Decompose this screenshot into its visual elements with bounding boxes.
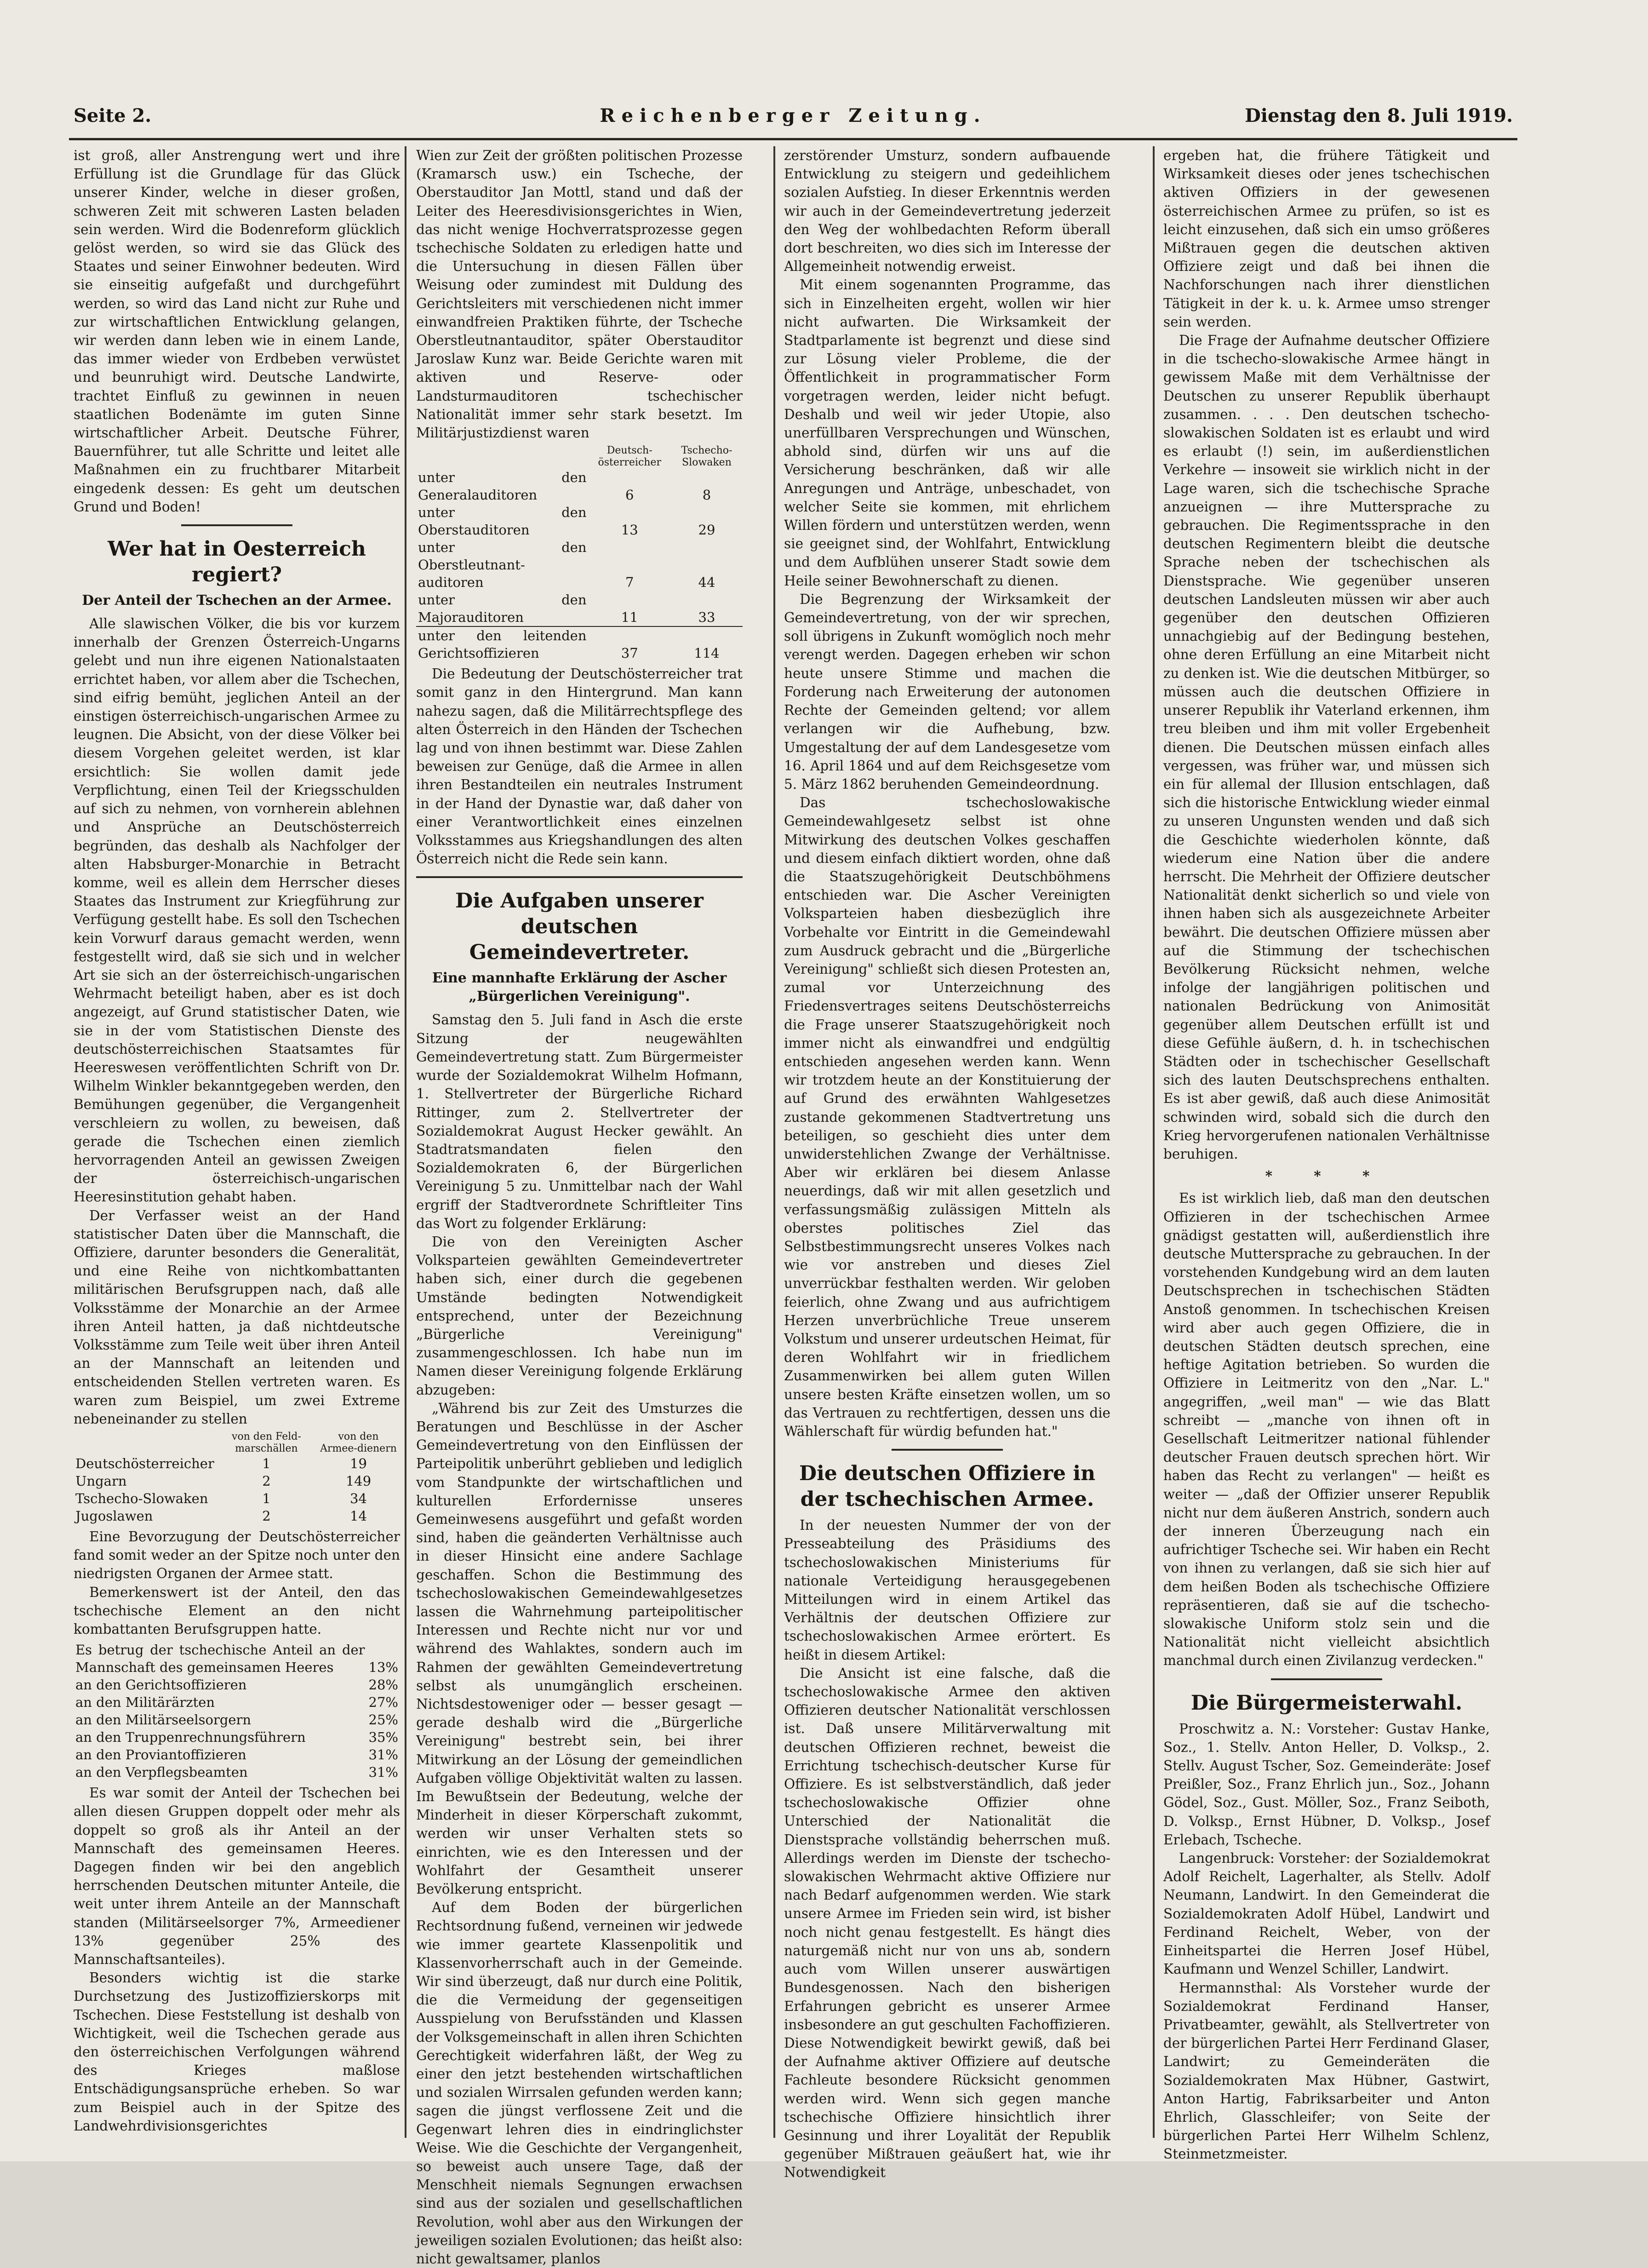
article-text: Alle slawischen Völker, die bis vor kurzem innerhalb der Grenzen Österreich-Ungarns gelebt und nun ihre eigenen Nationalstaaten errichtet haben, vor allem aber die Tschechen, sind eifrig bemüht, jeglichen Anteil an der einstigen österreichisch-ungarischen Armee zu leugnen. Die Absicht, von der diese Völker bei diesem Vorgehen geleitet werden, ist klar ersichtlich: Sie wollen damit jede Verpflichtung, einen Teil der Kriegsschulden auf sich zu nehmen, von vornherein ablehnen und Ansprüche an Deutschösterreich begründen, das deshalb als Nachfolger der alten Habsburger-Monarchie in Betracht komme, weil es allein dem Herrscher dieses Staates das Instrument zur Kriegführung zur Verfügung gestellt habe. Es soll den Tschechen kein Vorwurf daraus gemacht werden, wenn festgestellt wird, daß sie sich und in welcher Art sie sich an der österreichisch-ungarischen Wehrmacht beteiligt haben, aber es ist doch angezeigt, auf Grund statistischer Daten, wie sie in der vom Statistischen Dienste des deutschösterreichischen Staatsamtes für Heereswesen veröffentlichten Schrift von Dr. Wilhelm Winkler bekanntgegeben werden, den Bemühungen gegenüber, die Vergangenheit verschleiern zu wollen, zu beweisen, daß gerade die Tschechen einen ziemlich hervorragenden Anteil an gewissen Zweigen der österreichisch-ungarischen Heeresinstitution gehabt haben. — [74, 616, 400, 1205]
column-1 — [74, 146, 400, 2138]
separator — [1271, 1678, 1382, 1680]
article-text: Bemerkenswert ist der Anteil, den das tschechische Element an den nicht kombattanten Berufsgruppen hatte. — [74, 1584, 400, 1637]
table-row: an den Proviantoffizieren 31% — [75, 1747, 398, 1763]
section-stars: * * * — [1265, 1168, 1388, 1184]
auditor-table — [416, 445, 743, 662]
column-4 — [1163, 146, 1490, 2162]
table-row: an den Truppenrechnungsführern 35% — [75, 1729, 398, 1745]
article-text: Auf dem Boden der bürgerlichen Rechtsordnung fußend, verneinen wir jedwede wie immer geartete Klassenpolitik und Klassenvorherrschaft auch in der Gemeinde. Wir sind überzeugt, daß nur durch eine Politik, die die Vermeidung der gegenseitigen Ausspielung von Berufsständen und Klassen der Volksgemeinschaft in allen ihren Schichten Gerechtigkeit widerfahren läßt, der Weg zu einer den jetzt bestehenden wirtschaftlichen und sozialen Wirrsalen gefunden werden kann; sagen die jüngst verflossene Zeit und die Gegenwart lehren dies in eindringlichster Weise. Wie die Geschichte der Vergangenheit, so beweist auch unsere Tage, daß der Menschheit niemals Segnungen erwachsen sind aus der sozialen und gesellschaftlichen Revolution, wohl aber aus den Wirkungen der jeweiligen sozialen Evolutionen; das heißt also: nicht gewaltsamer, planlos — [416, 1900, 743, 2267]
separator — [181, 524, 292, 526]
article-text: Es war somit der Anteil der Tschechen bei allen diesen Gruppen doppelt oder mehr als doppelt so groß als ihr Anteil an der Mannschaft des gemeinsamen Heeres. Dagegen finden wir bei den angeblich herrschenden Deutschen mitunter Anteile, die weit unter ihrem Anteile an der Mannschaft standen (Militärseelsorger 7%, Armeediener 13% gegenüber 25% des Mannschaftsanteiles). — [74, 1785, 400, 1968]
article-text: Proschwitz a. N.: Vorsteher: Gustav Hanke, Soz., 1. Stellv. Anton Heller, D. Volksp., 2. Stellv. August Tscher, Soz. Gemeinderäte: Josef Preißler, Soz., Franz Ehrlich jun., Soz., Johann Gödel, Soz., Gust. Möller, Soz., Franz Seiboth, D. Volksp., Ernst Hübner, D. Volksp., Josef Erlebach, Tscheche. — [1163, 1721, 1490, 1848]
article-text: Der Verfasser weist an der Hand statistischer Daten über die Mannschaft, die Offiziere, darunter besonders die Generalität, und eine Reihe von nichtkombattanten militärischen Berufsgruppen nach, daß alle Volksstämme der Monarchie an der Armee ihren Anteil hatten, ja daß nichtdeutsche Volksstämme zum Teile weit über ihren Anteil an der Mannschaft an leitenden und entscheidenden Stellen vertreten waren. Es waren zum Beispiel, um zwei Extreme nebeneinander zu stellen — [74, 1207, 400, 1427]
share-table — [74, 1641, 400, 1781]
article-text: Eine Bevorzugung der Deutschösterreicher fand somit weder an der Spitze noch unter den niedrigsten Organen der Armee statt. — [74, 1529, 400, 1582]
page-header — [74, 105, 1513, 137]
article-text: Die Bedeutung der Deutschösterreicher trat somit ganz in den Hintergrund. Man kann nahezu sagen, daß die Militärrechtspflege des alten Österreich in den Händen der Tschechen lag und von ihnen bestimmt war. Diese Zahlen beweisen zur Genüge, daß die Armee in allen ihren Bestandteilen ein neutrales Instrument in der Hand der Dynastie war, daß daher von einer Verantwortlichkeit eines einzelnen Volksstammes aus Kriegshandlungen des alten Österreich nicht die Rede sein kann. — [416, 666, 743, 867]
article-text: zerstörender Umsturz, sondern aufbauende Entwicklung zu steigern und gedeihlichem sozialen Aufstieg. In dieser Erkenntnis werden wir auch in der Gemeindevertretung jederzeit den Weg der wohlbedachten Reform überall dort beschreiten, wo dies sich im Interesse der Allgemeinheit notwendig erweist. — [784, 148, 1110, 275]
article-text: Die von den Vereinigten Ascher Volksparteien gewählten Gemeindevertreter haben sich, einer durch die gegebenen Umstände bedingten Notwendigkeit entsprechend, unter der Bezeichnung „Bürgerliche Vereinigung" zusammengeschlossen. Ich habe nun im Namen dieser Vereinigung folgende Erklärung abzugeben: — [416, 1234, 743, 1398]
separator — [416, 876, 743, 878]
table-header: Deutsch-österreicher — [598, 445, 661, 469]
article-text: Mit einem sogenannten Programme, das sich in Einzelheiten ergeht, wollen wir hier nicht aufwarten. Die Wirksamkeit der Stadtparlamente ist begrenzt und diese sind zur Lösung vieler Probleme, die der Öffentlichkeit in programmatischer Form vorgetragen werden, leider nicht befugt. Deshalb und weil wir jeder Utopie, also unerfüllbaren Versprechungen und Wünschen, abhold sind, dürfen wir uns auf die Versicherung beschränken, daß wir alle Anregungen und Anträge, unbeschadet, von welcher Seite sie kommen, mit ehrlichem Willen fördern und unterstützen werden, wenn sie geeignet sind, der Wohlfahrt, Entwicklung und dem Aufblühen unserer Stadt sowie dem Heile seiner Bewohnerschaft zu dienen. — [784, 277, 1110, 589]
column-divider — [1153, 146, 1155, 2138]
table-header: Tschecho-Slowaken — [681, 445, 732, 469]
page-number: Seite 2. — [74, 105, 152, 126]
article-text: Die Ansicht ist eine falsche, daß die tschechoslowakische Armee den aktiven Offizieren deutscher Nationalität verschlossen ist. Daß unsere Militärverwaltung mit deutschen Offizieren rechnet, beweist die Errichtung tschechisch-deutscher Kurse für Offiziere. Es ist selbstverständlich, daß jeder tschechoslowakische Offizier ohne Unterschied der Nationalität die Dienstsprache vollständig beherrschen muß. Allerdings werden im Dienste der tschecho-slowakischen Wehrmacht aktive Offiziere nur nach Bedarf aufgenommen werden. Wie stark unsere Armee im Frieden sein wird, ist bisher noch nicht genau festgestellt. Es hängt dies naturgemäß nicht nur von uns ab, sondern auch vom Willen unserer auswärtigen Bundesgenossen. Nach den bisherigen Erfahrungen gebricht es unserer Armee insbesondere an gut geschulten Fachoffizieren. Diese Notwendigkeit bewirkt gewiß, daß bei der Aufnahme aktiver Offiziere auf deutsche Fachleute besondere Rücksicht genommen werden wird. Wenn sich gegen manche tschechische Offiziere hinsichtlich ihrer Gesinnung und ihrer Loyalität der Republik gegenüber Mißtrauen geäußert hat, wie ihr Notwendigkeit — [784, 1665, 1110, 2181]
table-row: Jugoslawen 2 14 — [75, 1508, 367, 1524]
article-text: Hermannsthal: Als Vorsteher wurde der Sozialdemokrat Ferdinand Hanser, Privatbeamter, gewählt, als Stellvertreter von der bürgerlichen Partei Herr Ferdinand Glaser, Landwirt; zu Gemeinderäten die Sozialdemokraten Max Hübner, Gastwirt, Anton Hartig, Fabriksarbeiter und Anton Ehrlich, Glasschleifer; von Seite der bürgerlichen Partei Herr Wilhelm Schlenz, Steinmetzmeister. — [1163, 1980, 1490, 2162]
article-text: ergeben hat, die frühere Tätigkeit und Wirksamkeit dieses oder jenes tschechischen aktiven Offiziers in der gewesenen österreichischen Armee zu prüfen, so ist es leicht einzusehen, daß sich ein umso größeres Mißtrauen gegen die deutschen aktiven Offiziere zeigt und daß bei ihnen die Nachforschungen nach ihrer dienstlichen Tätigkeit in der k. u. k. Armee umso strenger sein werden. — [1163, 148, 1490, 330]
column-divider — [773, 146, 775, 2138]
article-heading: Die Aufgaben unserer deutschen Gemeindevertreter. — [455, 889, 704, 965]
article-text: Die Frage der Aufnahme deutscher Offiziere in die tschecho-slowakische Armee hängt in gewissem Maße mit dem Verhältnisse der Deutschen zu unserer Republik überhaupt zusammen. . . . Den deutschen tschecho-slowakischen Soldaten ist es erlaubt und wird es erlaubt (!) sein, im außerdienstlichen Verkehre — insoweit sie wirklich nicht in der Lage waren, sich die tschechische Sprache anzueignen — ihre Muttersprache zu gebrauchen. Die Regimentssprache in den deutschen Regimentern bleibt die deutsche Sprache neben der tschechischen als Dienstsprache. Wie gegenüber unseren deutschen Landsleuten müssen wir aber auch gegenüber den deutschen Offizieren unnachgiebig auf der Bedingung bestehen, ohne deren Erfüllung an eine Mitarbeit nicht zu denken ist. Wie die deutschen Mitbürger, so müssen auch die deutschen Offiziere in unserer Republik ihr Vaterland erkennen, ihm treu bleiben und ihm mit voller Ergebenheit dienen. Die Deutschen müssen einfach alles vergessen, was früher war, und müssen sich ein für allemal der Illusion entschlagen, daß sich die historische Entwicklung wieder einmal zu unseren Ungunsten wenden und daß sich die Geschichte wiederholen könnte, daß wiederum eine Nation über die andere herrscht. Die Mehrheit der Offiziere deutscher Nationalität denkt sicherlich so und viele von ihnen haben sich als ausgezeichnete Arbeiter bewährt. Die deutschen Offiziere müssen aber auf die Stimmung der tschechischen Bevölkerung Rücksicht nehmen, welche infolge der langjährigen politischen und nationalen Bedrückung von Animosität gegenüber allem Deutschen erfüllt ist und diese Gefühle äußern, d. h. in tschechischen Städten oder in tschechischer Gesellschaft sich des lauten Deutschsprechens enthalten. Es ist aber gewiß, daß auch diese Animosität schwinden wird, sobald sich die durch den Krieg hervorgerufenen nationalen Verhältnisse beruhigen. — [1163, 333, 1490, 1162]
table-row: unter den Generalauditoren 6 8 — [418, 470, 711, 503]
article-text: Langenbruck: Vorsteher: der Sozialdemokrat Adolf Reichelt, Lagerhalter, als Stellv. Adolf Neumann, Landwirt. In den Gemeinderat die Sozialdemokraten Adolf Hübel, Landwirt und Ferdinand Reichelt, Weber, von der Einheitspartei die Herren Josef Hübel, Kaufmann und Wenzel Schiller, Landwirt. — [1163, 1850, 1490, 1977]
table-header: von den Armee-dienern — [320, 1431, 397, 1454]
table-row: an den Militärärzten 27% — [75, 1694, 398, 1711]
table-row: unter den Majorauditoren 11 33 — [418, 592, 715, 626]
article-subheading: Der Anteil der Tschechen an der Armee. — [82, 592, 392, 609]
article-text: Es ist wirklich lieb, daß man den deutschen Offizieren in der tschechischen Armee gnädigst gestatten will, außerdienstlich ihre deutsche Muttersprache zu gebrauchen. In der vorstehenden Kundgebung wird an dem lauten Deutschsprechen in tschechischen Städten Anstoß genommen. In tschechischen Kreisen wird aber auch gegen Offiziere, die in deutschen Städten deutsch sprechen, eine heftige Agitation betrieben. So wurden die Offiziere in Leitmeritz von den „Nar. L." angegriffen, „weil man" — wie das Blatt schreibt — „manche von ihnen oft in Gesellschaft Leitmeritzer national fühlender deutscher Frauen deutsch sprechen hört. Wir haben das Recht zu verlangen" — heißt es weiter — „daß der Offizier unserer Republik nicht nur dem äußeren Anstrich, sondern auch der inneren Überzeugung nach ein aufrichtiger Tscheche sei. Wir haben ein Recht von ihnen zu verlangen, daß sie sich hier auf dem heißen Boden als tschechische Offiziere repräsentieren, daß sie auf die tschecho-slowakische Uniform stolz sein und die Nationalität nicht vielleicht absichtlich manchmal durch einen Zivilanzug verdecken." — [1163, 1190, 1490, 1669]
header-rule — [69, 138, 1517, 140]
article-heading: Wer hat in Oesterreich regiert? — [108, 537, 366, 587]
article-text: Samstag den 5. Juli fand in Asch die erste Sitzung der neugewählten Gemeindevertretung statt. Zum Bürgermeister wurde der Sozialdemokrat Wilhelm Hofmann, 1. Stellvertreter der Bürgerliche Richard Rittinger, zum 2. Stellvertreter der Sozialdemokrat August Hecker gewählt. An Stadtratsmandaten fielen den Sozialdemokraten 6, der Bürgerlichen Vereinigung 5 zu. Unmittelbar nach der Wahl ergriff der Stadtverordnete Schriftleiter Tins das Wort zu folgender Erklärung: — [416, 1012, 743, 1231]
article-text: ist groß, aller Anstrengung wert und ihre Erfüllung ist die Grundlage für das Glück unserer Kinder, welche in dieser großen, schweren Zeit mit schweren Lasten beladen sein werden. Wird die Bodenreform glücklich gelöst werden, so wird sie das Glück des Staates und seiner Einwohner bedeuten. Wird sie einseitig aufgefaßt und durchgeführt werden, so wird das Land nicht zur Ruhe und zur wirtschaftlichen Entwicklung gelangen, wir werden dann leben wie in einem Lande, das immer wieder von Erdbeben verwüstet und beunruhigt wird. Deutsche Landwirte, trachtet Einfluß zu gewinnen in neuen staatlichen Bodenämte im guten Sinne wirtschaftlicher Arbeit. Deutsche Führer, Bauernführer, tut alle Schritte und leitet alle Maßnahmen ein zu fruchtbarer Mitarbeit eingedenk dessen: Es geht um deutschen Grund und Boden! — [74, 148, 400, 515]
table-row: unter den Oberstleutnant-auditoren 7 44 — [418, 540, 715, 591]
article-text: Besonders wichtig ist die starke Durchsetzung des Justizoffizierskorps mit Tschechen. Diese Feststellung ist deshalb von Wichtigkeit, weil die Tschechen gerade aus den österreichischen Verfolgungen während des Krieges maßlose Entschädigungsansprüche erheben. So war zum Beispiel auch in der Spitze des Landwehrdivisionsgerichtes — [74, 1970, 400, 2134]
column-2 — [416, 146, 743, 2267]
issue-date: Dienstag den 8. Juli 1919. — [1245, 105, 1513, 126]
article-text: „Während bis zur Zeit des Umsturzes die Beratungen und Beschlüsse in der Ascher Gemeindevertretung von den Einflüssen der Parteipolitik unberührt geblieben und lediglich vom Standpunkte der wirtschaftlichen und kulturellen Erfordernisse unseres Gemeinwesens ausgeführt und gefaßt worden sind, haben die geänderten Verhältnisse auch in dieser Hinsicht eine andere Sachlage geschaffen. Schon die Bestimmung des tschechoslowakischen Gemeindewahlgesetzes lassen die Wahrnehmung parteipolitischer Interessen und Rechte nicht nur vor und während des Wahlaktes, sondern auch im Rahmen der gewählten Gemeindevertretung selbst als unumgänglich erscheinen. Nichtsdestoweniger oder — besser gesagt — gerade deshalb wird die „Bürgerliche Vereinigung" bestrebt sein, bei ihrer Mitwirkung an der Lösung der gemeindlichen Aufgaben völlige Objektivität walten zu lassen. Im Bewußtsein der Bedeutung, welche der Minderheit in dieser Körperschaft zukommt, werden wir unser Verhalten stets so einrichten, wie es den Interessen und der Wohlfahrt der Gesamtheit unserer Bevölkerung entspricht. — [416, 1400, 743, 1897]
article-subheading: Eine mannhafte Erklärung der Ascher „Bürgerlichen Vereinigung". — [432, 970, 727, 1005]
article-text: Wien zur Zeit der größten politischen Prozesse (Kramarsch usw.) ein Tscheche, der Oberstauditor Jan Mottl, stand und daß der Leiter des Heeresdivisionsgerichtes in Wien, das nicht wenige Hochverratsprozesse gegen tschechische Soldaten zu erledigen hatte und die Untersuchung in diesen Fällen über Weisung oder zumindest mit Duldung des Gerichtsleiters mit verschiedenen nicht immer einwandfreien Praktiken führte, der Tscheche Oberstleutnantauditor, später Oberstauditor Jaroslaw Kunz war. Beide Gerichte waren mit aktiven und Reserve- oder Landsturmauditoren tschechischer Nationalität immer sehr stark besetzt. Im Militärjustizdienst waren — [416, 148, 743, 441]
column-3 — [784, 146, 1110, 2181]
table-row: an den Gerichtsoffizieren 28% — [75, 1677, 398, 1693]
table-row: an den Verpflegsbeamten 31% — [75, 1764, 398, 1780]
table-row: an den Militärseelsorgern 25% — [75, 1712, 398, 1728]
table-total-row: unter den leitenden Gerichtsoffizieren 37 114 — [416, 626, 743, 662]
article-text: Das tschechoslowakische Gemeindewahlgesetz selbst ist ohne Mitwirkung des deutschen Volkes geschaffen und diesem einfach diktiert worden, ohne daß die Staatszugehörigkeit Deutschböhmens entschieden war. Die Ascher Vereinigten Volksparteien haben diesbezüglich ihre Vorbehalte vor Eintritt in die Gemeindewahl zum Ausdruck gebracht und die „Bürgerliche Vereinigung" schließt sich diesen Protesten an, zumal vor Unterzeichnung des Friedensvertrages seitens Deutschösterreichs die Frage unserer Staatszugehörigkeit noch immer nicht als einwandfrei und endgültig entschieden angesehen werden kann. Wenn wir trotzdem heute an der Konstituierung der auf Grund des erwähnten Wahlgesetzes zustande gekommenen Stadtvertretung uns beteiligen, so geschieht dies unter dem unwiderstehlichen Zwange der Verhältnisse. Aber wir erklären bei diesem Anlasse neuerdings, daß wir mit allen gesetzlich und verfassungsmäßig zulässigen Mitteln als oberstes politisches Ziel das Selbstbestimmungsrecht unseres Volkes nach wie vor anstreben und dieses Ziel unverrückbar festhalten werden. Wir geloben feierlich, ohne Zwang und aus aufrichtigem Herzen unverbrüchliche Treue unserem Volkstum und unserer urdeutschen Heimat, für deren Wohlfahrt wir in friedlichem Zusammenwirken bei allem guten Willen unsere besten Kräfte einsetzen wollen, um so das Vertrauen zu rechtfertigen, dessen uns die Wählerschaft für würdig befunden hat." — [784, 795, 1110, 1440]
table-row: Ungarn 2 149 — [75, 1473, 372, 1489]
table-row: unter den Oberstauditoren 13 29 — [418, 505, 715, 538]
table-header: von den Feld-marschällen — [232, 1431, 301, 1454]
article-heading: Die Bürgermeisterwahl. — [1190, 1691, 1463, 1715]
marshals-table — [74, 1431, 400, 1525]
article-heading: Die deutschen Offiziere in der tschechischen Armee. — [799, 1462, 1096, 1511]
table-row: Es betrug der tschechische Anteil an der Mannschaft des gemeinsamen Heeres 13% — [75, 1642, 398, 1676]
table-row: Tschecho-Slowaken 1 34 — [75, 1491, 367, 1506]
separator — [892, 1449, 1002, 1451]
article-text: Die Begrenzung der Wirksamkeit der Gemeindevertretung, von der wir sprechen, soll übrigens in Zukunft womöglich noch mehr verengt werden. Dagegen erheben wir schon heute unsere Stimme und machen die Forderung nach Erweiterung der autonomen Rechte der Gemeinden geltend; vor allem verlangen wir die Aufhebung, bzw. Umgestaltung der auf dem Landesgesetze vom 16. April 1864 und auf dem Reichsgesetze vom 5. März 1862 beruhenden Gemeindeordnung. — [784, 591, 1110, 792]
column-divider — [405, 146, 406, 2138]
newspaper-title: Reichenberger Zeitung. — [600, 105, 987, 126]
table-row: Deutschösterreicher 1 19 — [75, 1456, 367, 1471]
article-text: In der neuesten Nummer der von der Presseabteilung des Präsidiums des tschechoslowakischen Ministeriums für nationale Verteidigung herausgegebenen Mitteilungen wird in einem Artikel das Verhältnis der deutschen Offiziere zur tschechoslowakischen Armee erörtert. Es heißt in diesem Artikel: — [784, 1517, 1110, 1663]
